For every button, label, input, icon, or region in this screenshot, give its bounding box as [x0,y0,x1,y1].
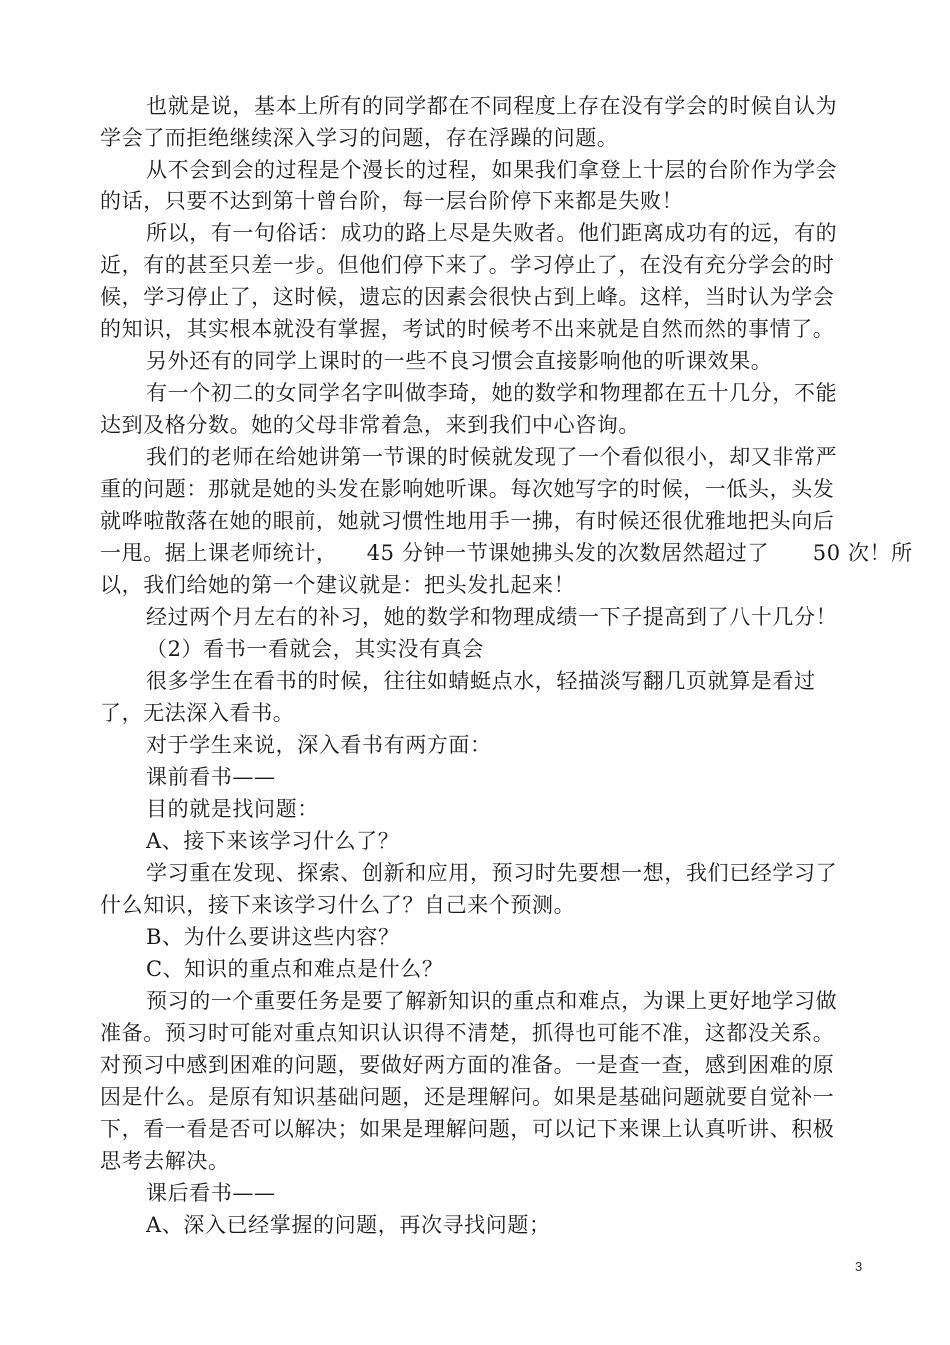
text-line: 的知识，其实根本就没有掌握，考试的时候考不出来就是自然而然的事情了。 [100,317,835,341]
text-line: C、知识的重点和难点是什么？ [146,957,444,981]
section-heading: （2）看书一看就会，其实没有真会 [146,637,484,661]
text-line: 了，无法深入看书。 [100,701,295,725]
text-line: 以，我们给她的第一个建议就是：把头发扎起来！ [100,573,576,597]
text-line: 从不会到会的过程是个漫长的过程，如果我们拿登上十层的台阶作为学会 [146,158,838,182]
text-line: B、为什么要讲这些内容？ [146,925,400,949]
text-line: 另外还有的同学上课时的一些不良习惯会直接影响他的听课效果。 [146,349,773,373]
text-line: 学会了而拒绝继续深入学习的问题，存在浮躁的问题。 [100,126,619,150]
text-line: 的话，只要不达到第十曾台阶，每一层台阶停下来都是失败！ [100,189,684,213]
text-line: 预习的一个重要任务是要了解新知识的重点和难点，为课上更好地学习做 [146,989,838,1013]
text-line: 很多学生在看书的时候，往往如蜻蜓点水，轻描淡写翻几页就算是看过 [146,669,816,693]
text-line: 也就是说，基本上所有的同学都在不同程度上存在没有学会的时候自认为 [146,94,838,118]
text-line: 一甩。据上课老师统计， 45 分钟一节课她拂头发的次数居然超过了 50 次！所 [100,541,913,565]
text-line: 学习重在发现、探索、创新和应用，预习时先要想一想，我们已经学习了 [146,861,838,885]
text-line: 达到及格分数。她的父母非常着急，来到我们中心咨询。 [100,413,640,437]
text-line: 思考去解决。 [100,1149,230,1173]
text-line: 我们的老师在给她讲第一节课的时候就发现了一个看似很小，却又非常严 [146,445,838,469]
text-line: 课前看书—— [146,765,276,789]
text-line: 对预习中感到困难的问题，要做好两方面的准备。一是查一查，感到困难的原 [100,1053,835,1077]
text-line: 有一个初二的女同学名字叫做李琦，她的数学和物理都在五十几分，不能 [146,381,838,405]
text-line: 因是什么。是原有知识基础问题，还是理解问。如果是基础问题就要自觉补一 [100,1085,835,1109]
text-line: 就哗啦散落在她的眼前，她就习惯性地用手一拂，有时候还很优雅地把头向后 [100,509,835,533]
text-line: A、接下来该学习什么了？ [146,829,400,853]
text-line: 候，学习停止了，这时候，遗忘的因素会很快占到上峰。这样，当时认为学会 [100,285,835,309]
text-line: 准备。预习时可能对重点知识认识得不清楚，抓得也可能不准，这都没关系。 [100,1021,835,1045]
text-line: 什么知识，接下来该学习什么了？自己来个预测。 [100,893,576,917]
text-line: 对于学生来说，深入看书有两方面： [146,733,492,757]
text-line: 课后看书—— [146,1181,276,1205]
text-line: 经过两个月左右的补习，她的数学和物理成绩一下子提高到了八十几分！ [146,605,838,629]
page-number: 3 [855,1259,863,1274]
text-line: 重的问题：那就是她的头发在影响她听课。每次她写字的时候，一低头，头发 [100,477,835,501]
text-line: 目的就是找问题： [146,797,319,821]
text-line: 所以，有一句俗话：成功的路上尽是失败者。他们距离成功有的远，有的 [146,221,838,245]
text-line: 下，看一看是否可以解决；如果是理解问题，可以记下来课上认真听讲、积极 [100,1117,835,1141]
text-line: A、深入已经掌握的问题，再次寻找问题； [146,1213,551,1237]
text-line: 近，有的甚至只差一步。但他们停下来了。学习停止了，在没有充分学会的时 [100,253,835,277]
